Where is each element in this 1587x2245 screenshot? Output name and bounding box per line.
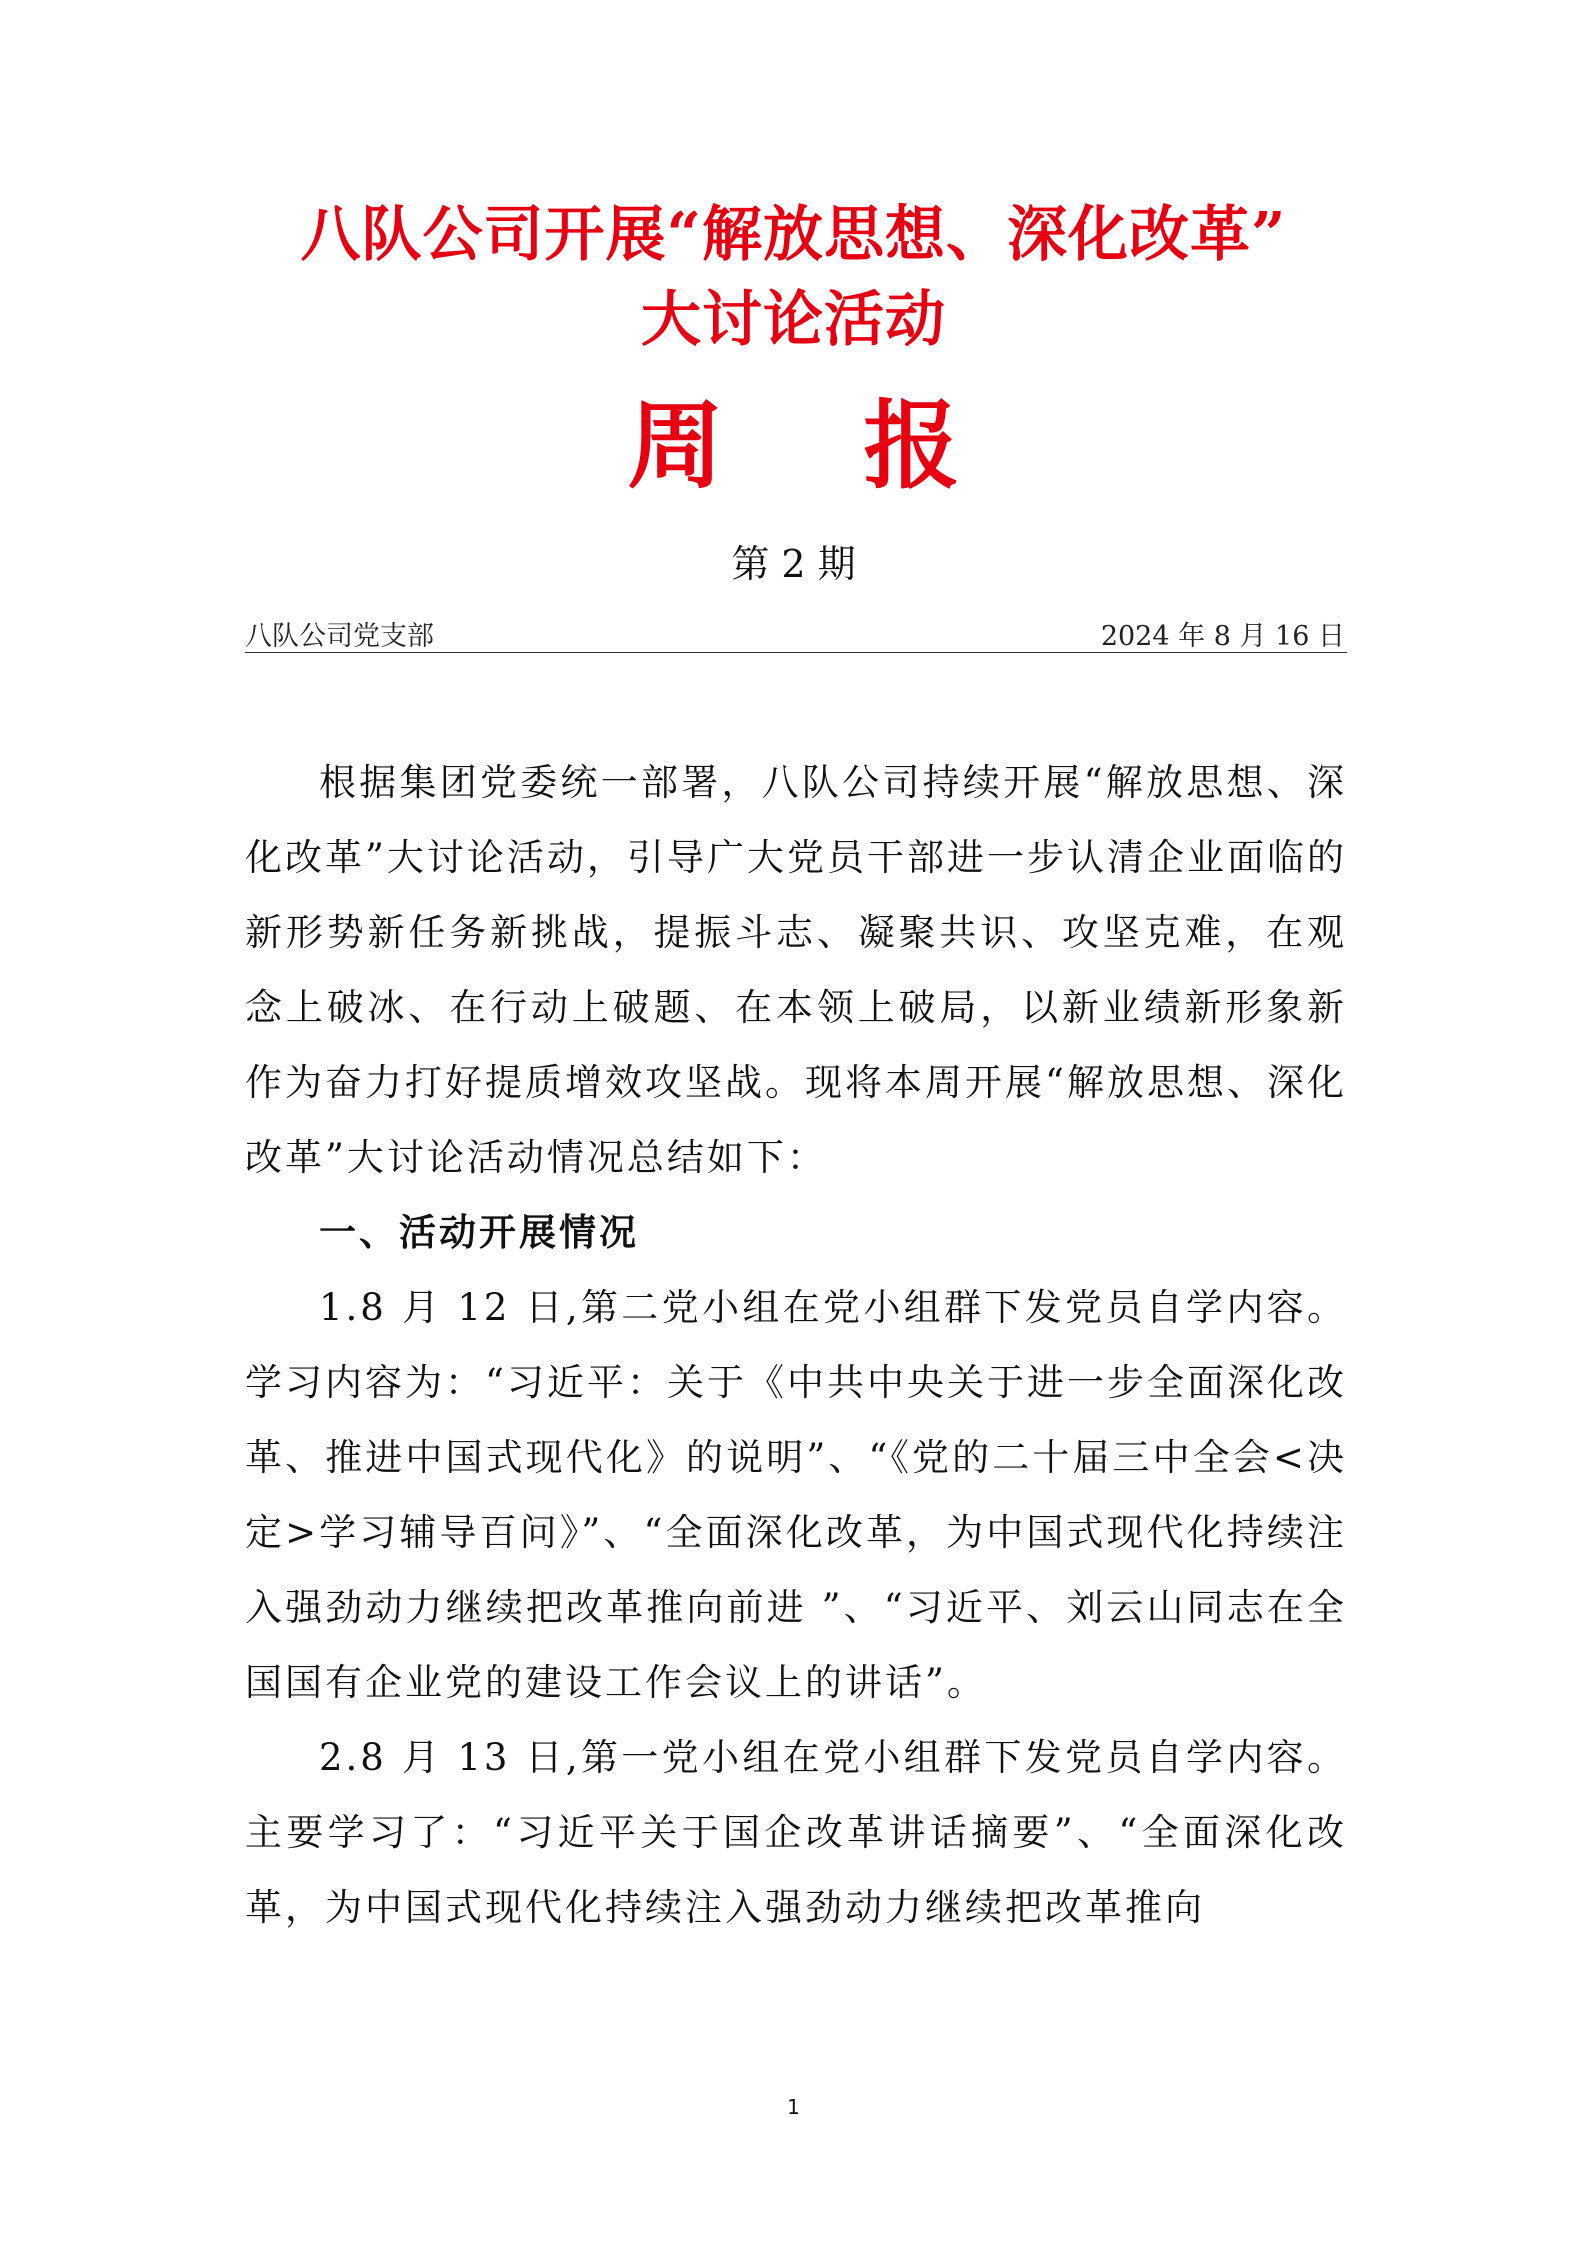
article-body — [245, 745, 1347, 1945]
intro-paragraph: 根据集团党委统一部署，八队公司持续开展“解放思想、深化改革”大讨论活动，引导广大党员干部进一步认清企业面临的新形势新任务新挑战，提振斗志、凝聚共识、攻坚克难，在观念上破冰、在行动上破题、在本领上破局，以新业绩新形象新作为奋力打好提质增效攻坚战。现将本周开展“解放思想、深化改革”大讨论活动情况总结如下： — [245, 761, 1347, 1179]
section-heading: 一、活动开展情况 — [319, 1211, 639, 1254]
list-item-2: 2.8 月 13 日,第一党小组在党小组群下发党员自学内容。主要学习了：“习近平关于国企改革讲话摘要”、“全面深化改革，为中国式现代化持续注入强劲动力继续把改革推向 — [245, 1736, 1347, 1929]
header-meta-rule — [245, 612, 1347, 653]
issue-number: 第 2 期 — [731, 542, 856, 586]
organization-name: 八队公司党支部 — [245, 621, 434, 652]
list-item-1: 1.8 月 12 日,第二党小组在党小组群下发党员自学内容。学习内容为：“习近平：关于《中共中央关于进一步全面深化改革、推进中国式现代化》的说明”、“《党的二十届三中全会<决定>学习辅导百问》”、“全面深化改革，为中国式现代化持续注入强劲动力继续把改革推向前进 ”、“习近平、刘云山同志在全国国有企业党的建设工作会议上的讲话”。 — [245, 1286, 1347, 1704]
title-line-2: 大讨论活动 — [641, 285, 946, 355]
masthead-char-1: 周 — [627, 389, 724, 502]
publish-date: 2024 年 8 月 16 日 — [1100, 621, 1345, 652]
masthead — [0, 389, 1587, 502]
masthead-char-2: 报 — [863, 389, 960, 502]
title-line-1: 八队公司开展“解放思想、深化改革” — [300, 200, 1287, 270]
page-number: 1 — [787, 2095, 800, 2119]
